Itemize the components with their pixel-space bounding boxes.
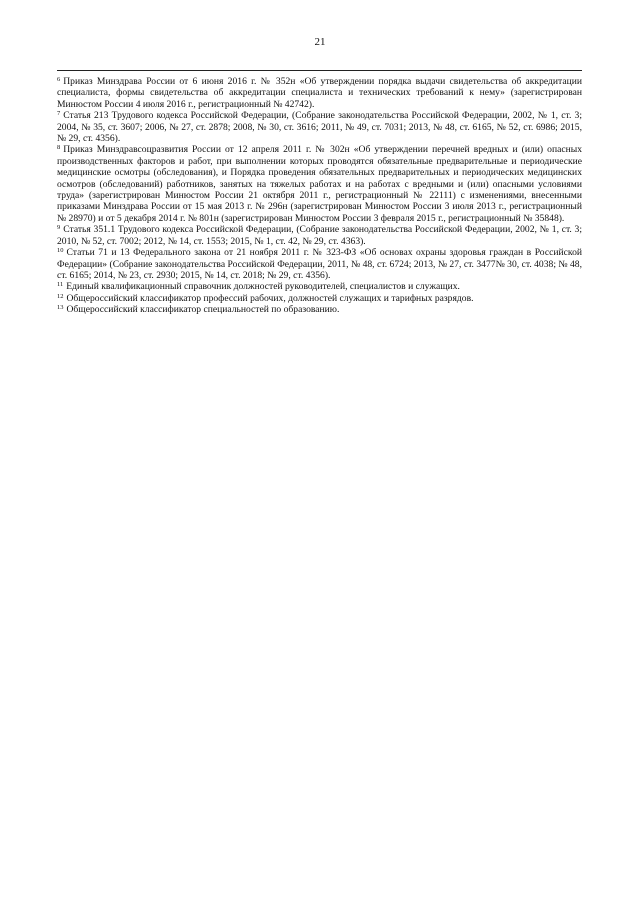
footnote-text: Приказ Минздрава России от 6 июня 2016 г. № 352н «Об утверждении порядка выдачи свидетельства об аккредитации специалиста, формы свидетельства об аккредитации специалиста и технических требований к нему» (зарегистрирован Минюстом России 4 июля 2016 г., регистрационный № 42742). [57, 76, 582, 110]
footnote-text: Приказ Минздравсоцразвития России от 12 апреля 2011 г. № 302н «Об утверждении перечней вредных и (или) опасных производственных факторов и работ, при выполнении которых проводятся обязательные предварительные и периодические медицинские осмотры (обследования), и Порядка проведения обязательных предварительных и периодических медицинских осмотров (обследований) работников, занятых на тяжелых работах и на работах с вредными и (или) опасными условиями труда» (зарегистрирован Минюстом России 21 октября 2011 г., регистрационный № 22111) с изменениями, внесенными приказами Минздрава России от 15 мая 2013 г. № 296н (зарегистрирован Минюстом России 3 июля 2013 г., регистрационный № 28970) и от 5 декабря 2014 г. № 801н (зарегистрирован Минюстом России 3 февраля 2015 г., регистрационный № 35848). [57, 144, 582, 224]
footnote-7 [57, 110, 582, 144]
footnote-text: Статья 351.1 Трудового кодекса Российской Федерации, (Собрание законодательства Российской Федерации, 2002, № 1, ст. 3; 2010, № 52, ст. 7002; 2012, № 14, ст. 1553; 2015, № 1, ст. 42, № 29, ст. 4363). [57, 224, 582, 247]
footnote-8 [57, 144, 582, 224]
footnote-mark: 12 [57, 292, 64, 300]
footnote-13 [57, 304, 582, 315]
footnotes [57, 76, 582, 316]
footnote-mark: 9 [57, 224, 61, 232]
footnote-6 [57, 76, 582, 110]
footnote-10 [57, 247, 582, 281]
footnote-9 [57, 224, 582, 247]
page-number: 21 [314, 36, 326, 48]
footnote-mark: 13 [57, 304, 64, 312]
footnote-text: Общероссийский классификатор специальностей по образованию. [66, 304, 340, 316]
footnote-12 [57, 293, 582, 304]
footnote-text: Общероссийский классификатор профессий рабочих, должностей служащих и тарифных разрядов. [66, 292, 474, 304]
footnote-mark: 7 [57, 110, 61, 118]
footnote-11 [57, 281, 582, 292]
footnote-separator [57, 70, 582, 71]
footnote-mark: 11 [57, 281, 64, 289]
footnote-mark: 8 [57, 144, 61, 152]
footnote-text: Статьи 71 и 13 Федерального закона от 21 ноября 2011 г. № 323-ФЗ «Об основах охраны здоровья граждан в Российской Федерации» (Собрание законодательства Российской Федерации, 2011, № 48, ст. 6724; 2013, № 27, ст. 3477№ 30, ст. 4038; № 48, ст. 6165; 2014, № 23, ст. 2930; 2015, № 14, ст. 2018; № 29, ст. 4356). [57, 247, 582, 281]
footnote-text: Статья 213 Трудового кодекса Российской Федерации, (Собрание законодательства Российской Федерации, 2002, № 1, ст. 3; 2004, № 35, ст. 3607; 2006, № 27, ст. 2878; 2008, № 30, ст. 3616; 2011, № 49, ст. 7031; 2013, № 48, ст. 6165, № 52, ст. 6986; 2015, № 29, ст. 4356). [57, 110, 582, 145]
footnote-mark: 10 [57, 247, 64, 255]
footnote-text: Единый квалификационный справочник должностей руководителей, специалистов и служащих. [66, 281, 460, 293]
footnote-mark: 6 [57, 76, 61, 83]
